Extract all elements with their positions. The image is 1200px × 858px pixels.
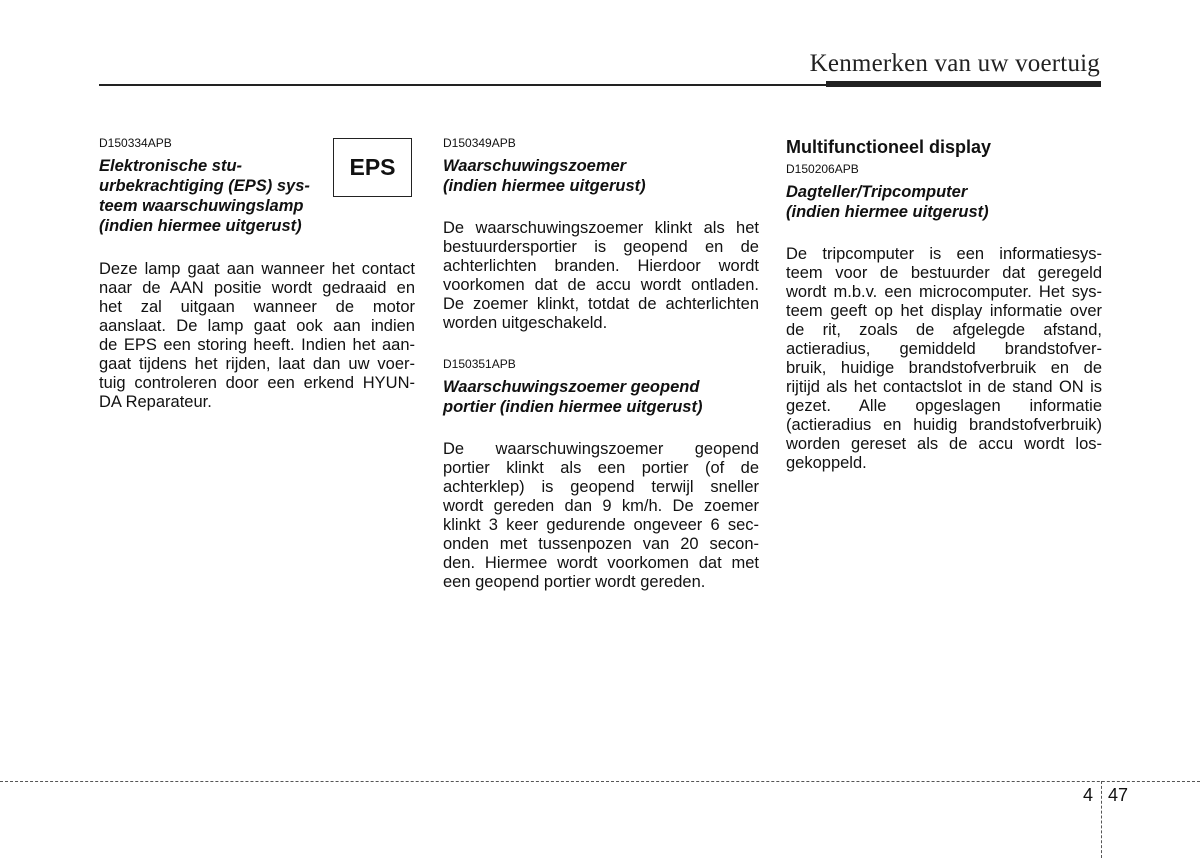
section-body: De waarschuwingszoemer geopend portier klinkt als een portier (of de achterklep) is geopend terwijl sneller wordt gereden dan 9 km/h. De zoemer klinkt 3 keer gedurende ongeveer 6 sec- onden met tussenpozen van 20 secon- den. Hiermee wordt voorkomen dat met een geopend portier wordt gereden. bbox=[443, 440, 759, 591]
section-subheading: Waarschuwingszoemer geopend portier (indien hiermee uitgerust) bbox=[443, 378, 703, 416]
page-number: 47 bbox=[1108, 785, 1129, 805]
section-code: D150334APB bbox=[99, 136, 172, 150]
section-subheading: Dagteller/Tripcomputer (indien hiermee uitgerust) bbox=[786, 183, 989, 221]
chapter-header-title: Kenmerken van uw voertuig bbox=[809, 50, 1100, 77]
section-code: D150206APB bbox=[786, 162, 859, 176]
section-code: D150349APB bbox=[443, 136, 516, 150]
footer-vertical-divider bbox=[1101, 781, 1102, 858]
column-2 bbox=[443, 136, 759, 592]
eps-warning-icon: EPS bbox=[333, 138, 412, 197]
footer-divider bbox=[0, 781, 1200, 782]
header-rule-accent bbox=[826, 81, 1101, 87]
section-body: De tripcomputer is een informatiesys- teem voor de bestuurder dat geregeld wordt m.b.v. een microcomputer. Het sys- teem geeft op het display informatie over de rit, zoals de afgelegde afstand, actieradius, gemiddeld brandstofver- bruik, huidige brandstofverbruik en de rijtijd als het contactslot in de stand ON is gezet. Alle opgeslagen informatie (actieradius en huidig brandstofverbruik) worden gereset als de accu wordt los- gekoppeld. bbox=[786, 245, 1102, 472]
section-subheading: Waarschuwingszoemer (indien hiermee uitgerust) bbox=[443, 157, 646, 195]
section-body: Deze lamp gaat aan wanneer het contact naar de AAN positie wordt gedraaid en het zal uitgaan wanneer de motor aanslaat. De lamp gaat ook aan indien de EPS een storing heeft. Indien het aan- gaat tijdens het rijden, laat dan uw voer- tuig controleren door een erkend HYUN- DA Reparateur. bbox=[99, 260, 415, 411]
column-3 bbox=[786, 136, 1102, 473]
section-subheading: Elektronische stu- urbekrachtiging (EPS) sys- teem waarschuwingslamp (indien hiermee uitgerust) bbox=[99, 157, 310, 235]
section-title: Multifunctioneel display bbox=[786, 137, 992, 157]
section-code: D150351APB bbox=[443, 357, 516, 371]
chapter-number: 4 bbox=[1083, 785, 1094, 805]
section-body: De waarschuwingszoemer klinkt als het bestuurdersportier is geopend en de achterlichten branden. Hierdoor wordt voorkomen dat de accu wordt ontladen. De zoemer klinkt, totdat de achterlichten worden uitgeschakeld. bbox=[443, 219, 759, 332]
